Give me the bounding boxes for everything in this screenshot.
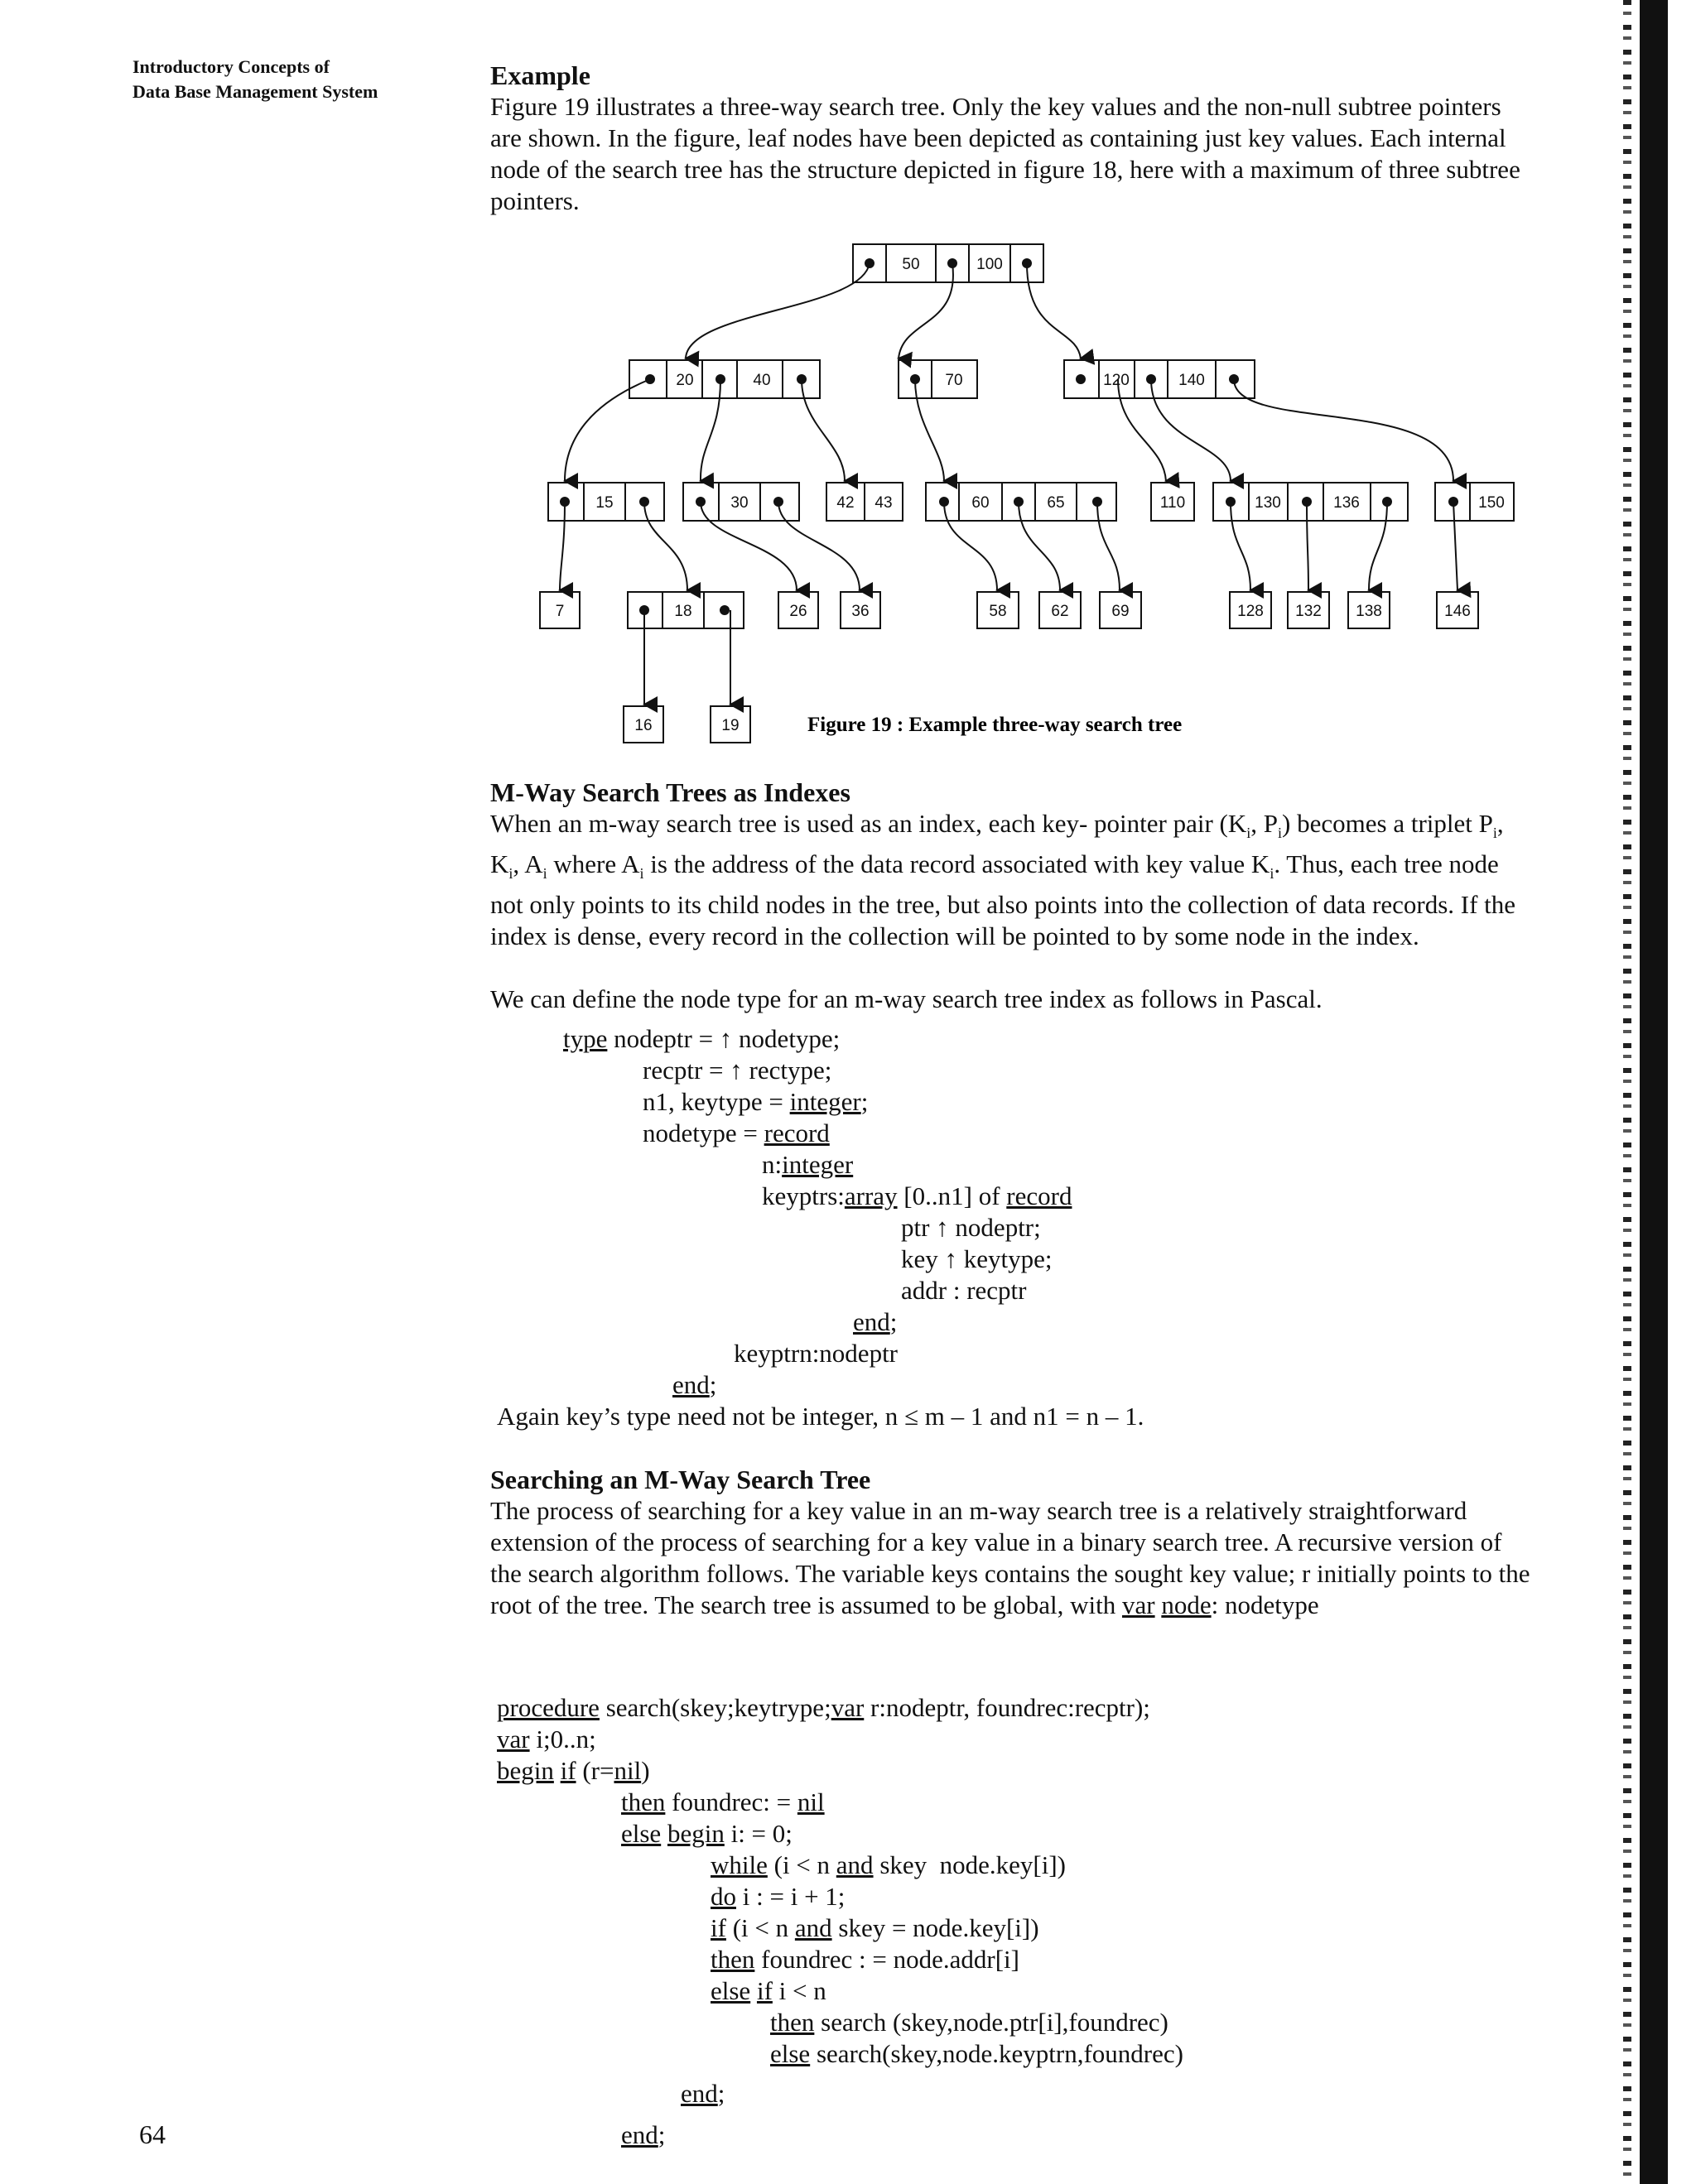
pascal-l1: nodeptr = ↑ nodetype; [607,1024,841,1053]
key-100: 100 [976,256,1003,273]
search-text-end: : nodetype [1211,1590,1319,1619]
key-60: 60 [971,494,990,512]
kw-then: then [621,1787,666,1816]
page-number: 64 [139,2119,166,2149]
kw-else-3: else [770,2039,811,2068]
key-42: 42 [836,494,855,512]
proc-line-8 [711,1912,1039,1944]
kw-var-2: var [831,1693,865,1722]
indexes-text-3: ) becomes a triplet P [1282,809,1493,838]
kw-begin: begin [497,1756,554,1785]
kw-and: and [836,1850,874,1879]
kw-var: var [1122,1590,1155,1619]
kw-do: do [711,1882,736,1911]
proc-p1: search(skey;keytrype; [599,1693,831,1722]
key-58: 58 [989,603,1007,620]
subscript: i [1278,825,1283,842]
figure-caption: Figure 19 : Example three-way search tree [807,714,1183,736]
proc-p3b: ) [641,1756,650,1785]
indexes-text-7: is the address of the data record associated with key value K [643,849,1270,879]
proc-line-2 [497,1724,596,1755]
pascal-line-8: key ↑ keytype; [901,1244,1053,1273]
proc-p6a: (i < n [767,1850,836,1879]
running-header-line1: Introductory Concepts of [132,56,330,77]
key-65: 65 [1047,494,1065,512]
indexes-text-1: When an m-way search tree is used as an index, each key- pointer pair (K [490,809,1247,838]
pascal-semicolon: ; [889,1307,898,1336]
key-128: 128 [1237,603,1264,620]
pascal-l3c: ; [860,1087,869,1116]
key-30: 30 [730,494,749,512]
node-120-140 [1064,360,1255,398]
subscript: i [1270,865,1274,883]
key-120: 120 [1103,372,1130,389]
proc-semicolon-2: ; [658,2120,666,2149]
pascal-intro: We can define the node type for an m-way search tree index as follows in Pascal. [490,984,1323,1014]
key-15: 15 [595,494,614,512]
kw-procedure: procedure [497,1693,600,1722]
pascal-line-12 [672,1369,716,1401]
key-40: 40 [753,372,771,389]
key-138: 138 [1356,603,1382,620]
kw-var-3: var [497,1725,530,1753]
indexes-paragraph [490,808,1534,952]
subscript: i [1492,825,1497,842]
kw-array: array [844,1181,898,1210]
pascal-line-11: keyptrn:nodeptr [734,1339,899,1368]
search-paragraph [490,1495,1534,1621]
indexes-text-4: , K [490,809,1504,879]
kw-nil: nil [614,1756,642,1785]
proc-p5: i: = 0; [724,1819,793,1848]
key-20: 20 [676,372,694,389]
example-section [490,60,1534,217]
proc-line-11 [770,2007,1168,2038]
kw-end-4: end [621,2120,658,2149]
proc-p9: foundrec : = node.addr[i] [754,1945,1019,1974]
proc-semicolon: ; [717,2079,725,2108]
proc-line-5 [621,1818,793,1850]
kw-integer: integer [789,1087,861,1116]
proc-line-6 [711,1850,1066,1881]
key-146: 146 [1444,603,1471,620]
example-paragraph: Figure 19 illustrates a three-way search tree. Only the key values and the non-null subtree pointers are shown. In the figure, leaf nodes have been depicted as containing just key values. Each internal node of the search tree has the structure depicted in figure 18, here with a maximum of three subtree pointers. [490,92,1520,215]
scan-edge-bar [1640,0,1668,2184]
kw-then-2: then [711,1945,755,1974]
proc-line-7 [711,1881,845,1912]
kw-else-2: else [711,1976,751,2005]
indexes-text-8: . Thus, each tree node not only points to its child nodes in the tree, but also points into the collection of data records. If the index is dense, every record in the collection will be pointed to by some node in the index. [490,849,1516,951]
pascal-line-7: ptr ↑ nodeptr; [901,1213,1041,1242]
running-header-line2: Data Base Management System [132,81,378,102]
kw-integer-2: integer [782,1150,854,1179]
key-150: 150 [1478,494,1505,512]
pascal-line-5 [762,1149,853,1181]
key-26: 26 [789,603,807,620]
kw-while: while [711,1850,768,1879]
key-130: 130 [1255,494,1281,512]
indexes-text-6: where A [547,849,640,879]
again-note: Again key’s type need not be integer, n ≤ m – 1 and n1 = n – 1. [497,1402,1144,1431]
pascal-line-9: addr : recptr [901,1276,1027,1305]
proc-p11: search (skey,node.ptr[i],foundrec) [814,2008,1168,2037]
subscript: i [542,865,547,883]
indexes-section [490,777,1534,1015]
key-7: 7 [555,603,565,620]
pascal-l6a: keyptrs: [762,1181,845,1210]
key-70: 70 [945,372,963,389]
search-heading: Searching an M-Way Search Tree [490,1465,871,1494]
pascal-l3a: n1, keytype = [643,1087,790,1116]
indexes-text-5: , A [513,849,543,879]
key-62: 62 [1051,603,1069,620]
kw-begin-2: begin [667,1819,725,1848]
key-50: 50 [902,256,920,273]
key-18: 18 [674,603,692,620]
search-text: The process of searching for a key value in an m-way search tree is a relatively straightforward extension of the process of searching for a key value in a binary search tree. A recursive version of the search algorithm follows. The variable keys contains the sought key value; r initially points to the root of the tree. The search tree is assumed to be global, with [490,1496,1530,1619]
pascal-line-10 [853,1306,897,1338]
kw-and-2: and [794,1913,832,1942]
proc-p10: i < n [772,1976,826,2005]
three-way-search-tree-figure [497,236,1540,758]
kw-else: else [621,1819,662,1848]
proc-line-14 [621,2119,665,2151]
proc-line-10 [711,1975,826,2007]
search-section [490,1464,1534,1621]
pascal-l5a: n: [762,1150,783,1179]
kw-then-3: then [770,2008,815,2037]
key-136: 136 [1333,494,1360,512]
kw-end: end [853,1307,890,1336]
proc-p4: foundrec: = [665,1787,797,1816]
proc-p3a: (r= [576,1756,614,1785]
kw-record: record [764,1118,830,1147]
proc-p8b: skey = node.key[i]) [831,1913,1039,1942]
proc-p8a: (i < n [725,1913,795,1942]
indexes-text-2: , P [1250,809,1279,838]
pascal-l4a: nodetype = [643,1118,764,1147]
key-19: 19 [721,717,740,734]
proc-p7: i : = i + 1; [736,1882,846,1911]
proc-line-4 [621,1787,825,1818]
kw-if-2: if [711,1913,726,1942]
kw-nil-2: nil [797,1787,825,1816]
key-16: 16 [634,717,653,734]
key-43: 43 [874,494,893,512]
pascal-semicolon-2: ; [709,1370,717,1399]
kw-if-3: if [756,1976,773,2005]
pascal-line-4 [643,1118,830,1149]
key-140: 140 [1178,372,1205,389]
proc-p2: i;0..n; [529,1725,596,1753]
key-110: 110 [1159,494,1186,512]
kw-type: type [563,1024,608,1053]
proc-p1b: r:nodeptr, foundrec:recptr); [864,1693,1150,1722]
kw-record-2: record [1006,1181,1072,1210]
subscript: i [639,865,644,883]
key-36: 36 [851,603,870,620]
proc-line-9 [711,1944,1019,1975]
running-header [132,55,378,104]
pascal-line-6 [762,1181,1072,1212]
proc-line-1 [497,1692,1150,1724]
pascal-line-3 [643,1086,868,1118]
kw-end-3: end [681,2079,718,2108]
pascal-line-2: recptr = ↑ rectype; [643,1056,832,1085]
kw-if: if [560,1756,576,1785]
pascal-line-1 [563,1023,840,1055]
proc-line-13 [681,2078,725,2109]
proc-line-12 [770,2038,1183,2070]
proc-p12: search(skey,node.keyptrn,foundrec) [810,2039,1183,2068]
example-heading: Example [490,60,590,90]
key-132: 132 [1295,603,1322,620]
key-69: 69 [1111,603,1130,620]
subscript: i [1246,825,1251,842]
pascal-l6c: [0..n1] of [897,1181,1007,1210]
kw-end-2: end [672,1370,710,1399]
proc-p6b: skey node.key[i]) [873,1850,1066,1879]
proc-line-3 [497,1755,650,1787]
subscript: i [508,865,513,883]
pointer-dots [560,258,1458,615]
scan-edge-texture [1623,0,1631,2184]
kw-node: node [1161,1590,1212,1619]
indexes-heading: M-Way Search Trees as Indexes [490,777,850,807]
